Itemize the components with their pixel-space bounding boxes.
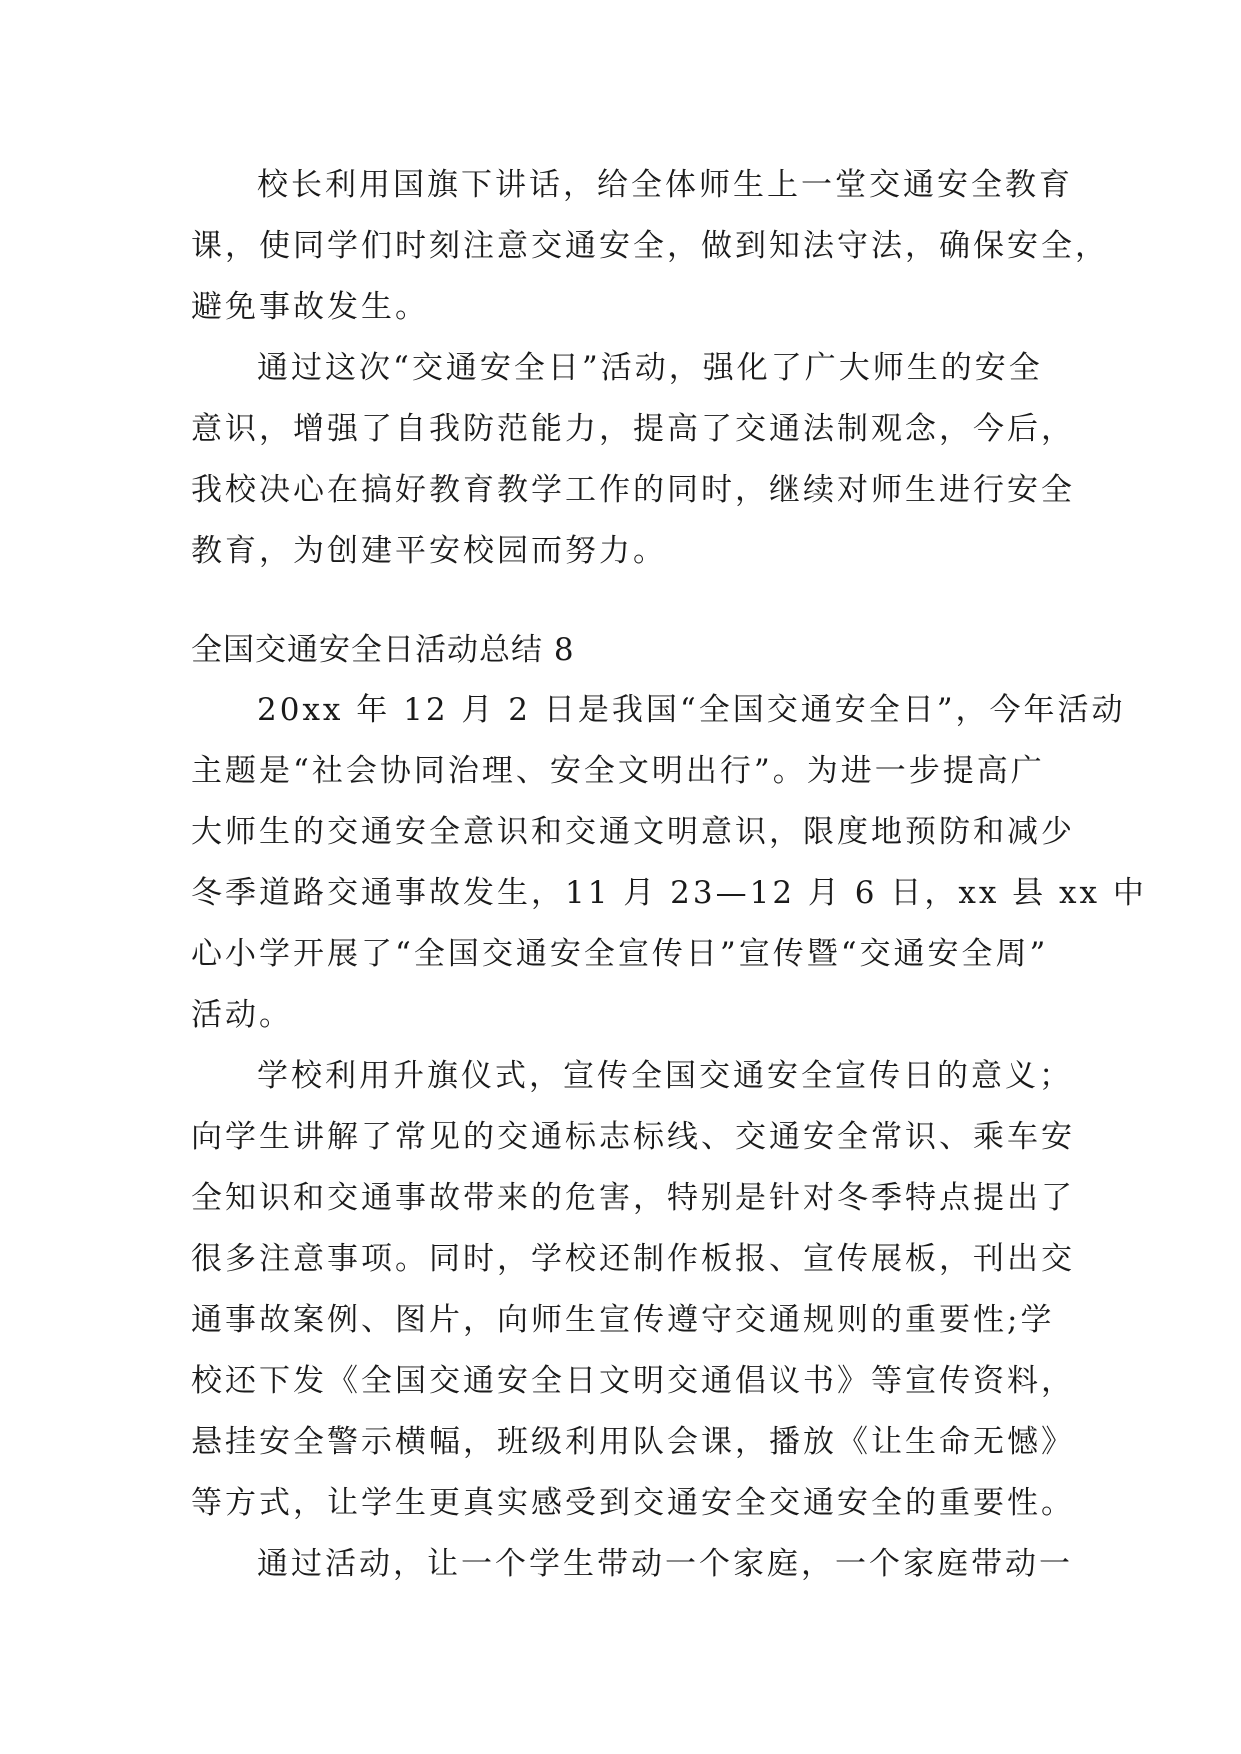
paragraph-3-line-6: 活动。	[191, 997, 293, 1033]
paragraph-3-line-5: 心小学开展了“全国交通安全宣传日”宣传暨“交通安全周”	[191, 936, 1049, 972]
paragraph-4-line-6: 校还下发《全国交通安全日文明交通倡议书》等宣传资料，	[191, 1363, 1075, 1399]
paragraph-1-line-1: 校长利用国旗下讲话，给全体师生上一堂交通安全教育	[257, 167, 1073, 203]
paragraph-3-line-2: 主题是“社会协同治理、安全文明出行”。为进一步提高广	[191, 753, 1045, 789]
paragraph-4-line-2: 向学生讲解了常见的交通标志标线、交通安全常识、乘车安	[191, 1119, 1075, 1155]
paragraph-3-line-1: 20xx 年 12 月 2 日是我国“全国交通安全日”，今年活动	[257, 692, 1126, 728]
paragraph-4-line-3: 全知识和交通事故带来的危害，特别是针对冬季特点提出了	[191, 1180, 1075, 1216]
paragraph-4-line-7: 悬挂安全警示横幅，班级利用队会课，播放《让生命无憾》	[191, 1424, 1075, 1460]
paragraph-3-line-3: 大师生的交通安全意识和交通文明意识，限度地预防和减少	[191, 814, 1075, 850]
paragraph-4-line-1: 学校利用升旗仪式，宣传全国交通安全宣传日的意义；	[257, 1058, 1073, 1094]
section-heading: 全国交通安全日活动总结 8	[191, 632, 575, 668]
paragraph-5-line-1: 通过活动，让一个学生带动一个家庭，一个家庭带动一	[257, 1546, 1073, 1582]
paragraph-3-line-4: 冬季道路交通事故发生，11 月 23—12 月 6 日，xx 县 xx 中	[191, 875, 1147, 911]
paragraph-4-line-8: 等方式，让学生更真实感受到交通安全交通安全的重要性。	[191, 1485, 1075, 1521]
paragraph-1-line-3: 避免事故发生。	[191, 289, 429, 325]
paragraph-4-line-4: 很多注意事项。同时，学校还制作板报、宣传展板，刊出交	[191, 1241, 1075, 1277]
paragraph-2-line-4: 教育，为创建平安校园而努力。	[191, 533, 667, 569]
paragraph-2-line-2: 意识，增强了自我防范能力，提高了交通法制观念，今后，	[191, 411, 1075, 447]
paragraph-4-line-5: 通事故案例、图片，向师生宣传遵守交通规则的重要性;学	[191, 1302, 1055, 1338]
paragraph-1-line-2: 课，使同学们时刻注意交通安全，做到知法守法，确保安全，	[191, 228, 1109, 264]
paragraph-2-line-3: 我校决心在搞好教育教学工作的同时，继续对师生进行安全	[191, 472, 1075, 508]
paragraph-2-line-1: 通过这次“交通安全日”活动，强化了广大师生的安全	[257, 350, 1043, 386]
